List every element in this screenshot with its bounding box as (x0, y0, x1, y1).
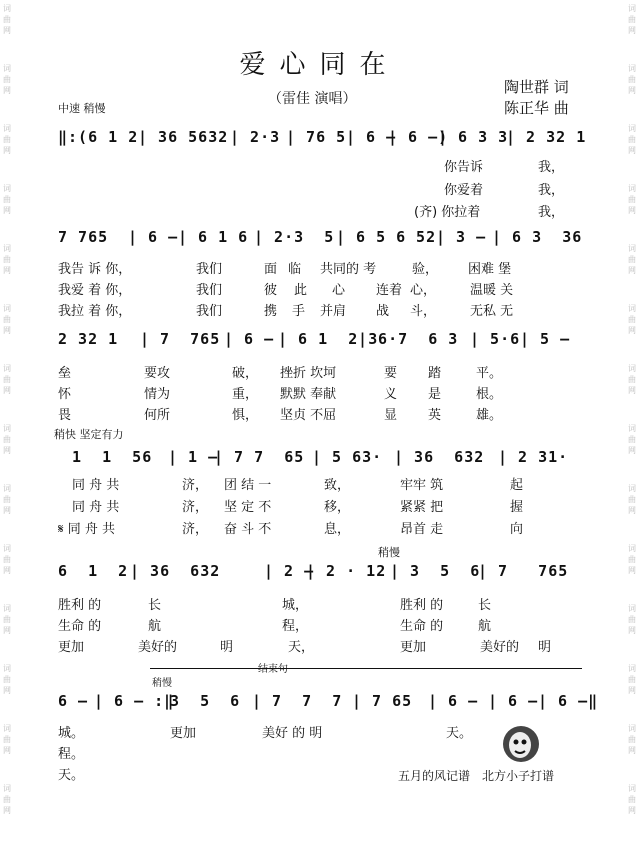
watermark-char: 词 (628, 64, 636, 73)
lyric: 坚 定 不 (224, 500, 272, 515)
measure: | 1 – (168, 448, 219, 466)
measure: | 2·3 (230, 128, 281, 146)
lyric: 垒 (58, 366, 72, 381)
watermark-char: 网 (628, 26, 636, 35)
lyric: 并肩 (320, 304, 347, 319)
measure: 6 1 2 (58, 562, 129, 580)
watermark-char: 网 (628, 686, 636, 695)
lyric: 更加 (170, 726, 197, 741)
lyric: 心 (332, 283, 346, 298)
measure: | 2 31· (498, 448, 569, 466)
watermark-char: 曲 (3, 735, 11, 744)
watermark-char: 曲 (3, 255, 11, 264)
measure: | 7 765 (478, 562, 569, 580)
lyric: 紧紧 把 (400, 500, 444, 515)
watermark-char: 网 (3, 746, 11, 755)
lyric: 踏 (428, 366, 442, 381)
lyric: 温暖 关 (470, 283, 514, 298)
watermark-char: 曲 (628, 255, 636, 264)
singer-credit: （雷佳 演唱） (268, 91, 357, 107)
watermark-char: 曲 (3, 135, 11, 144)
lyric: 心， (410, 283, 437, 298)
measure: 3 5 6 (170, 692, 241, 710)
watermark-char: 词 (628, 544, 636, 553)
lyric: 我， (538, 183, 565, 198)
watermark-char: 曲 (628, 315, 636, 324)
lyric: 英 (428, 408, 442, 423)
measure: | 5 63· (312, 448, 383, 466)
lyric: 畏 (58, 408, 72, 423)
lyric: 平。 (476, 366, 503, 381)
lyric: 携 (264, 304, 278, 319)
tempo-marking-4: 稍慢 (152, 678, 172, 689)
measure: | 2 32 1 (506, 128, 587, 146)
watermark-char: 词 (3, 244, 11, 253)
lyric: 你告诉 (444, 160, 484, 175)
watermark-char: 曲 (628, 615, 636, 624)
watermark-char: 词 (3, 64, 11, 73)
lyric: 美好 的 明 (262, 726, 323, 741)
lyric: 是 (428, 387, 442, 402)
lyric: 义 (384, 387, 398, 402)
lyric: 美好的 (138, 640, 178, 655)
watermark-char: 词 (3, 364, 11, 373)
score-row-5 (58, 562, 569, 586)
song-title: 爱心同在 (239, 50, 400, 80)
lyric: 怀 (58, 387, 72, 402)
watermark-char: 词 (628, 304, 636, 313)
watermark-char: 曲 (3, 795, 11, 804)
watermark-char: 网 (628, 146, 636, 155)
watermark-char: 词 (628, 724, 636, 733)
lyric: 斗， (410, 304, 437, 319)
score-row-1 (58, 128, 587, 152)
measure: | 2 – (264, 562, 315, 580)
watermark-char: 词 (3, 424, 11, 433)
composer-credit: 陈正华 曲 (504, 99, 569, 117)
watermark-char: 词 (3, 4, 11, 13)
measure: | 3 5 6 (390, 562, 481, 580)
measure: | 7 7 7 (252, 692, 343, 710)
lyric: 航 (478, 619, 492, 634)
watermark-char: 网 (628, 626, 636, 635)
watermark-char: 曲 (628, 435, 636, 444)
lyric: 更加 (400, 640, 427, 655)
watermark-char: 网 (3, 206, 11, 215)
lyric: 坚贞 不屈 (280, 408, 337, 423)
measure: | 6 – (428, 692, 479, 710)
lyric: 握 (510, 500, 524, 515)
lyric: 你爱着 (444, 183, 484, 198)
measure: | 36 632 (394, 448, 485, 466)
lyric: 惧， (232, 408, 259, 423)
lyric: 天。 (58, 768, 85, 783)
watermark-char: 词 (628, 244, 636, 253)
watermark-char: 曲 (3, 555, 11, 564)
lyric-line (58, 764, 85, 794)
watermark-char: 网 (3, 566, 11, 575)
lyric: 起 (510, 478, 524, 493)
watermark-char: 词 (3, 124, 11, 133)
watermark-char: 曲 (3, 195, 11, 204)
measure: | 2·3 5 (254, 228, 335, 246)
lyric: 我爱 着 你， (58, 283, 132, 298)
lyric: 连着 (376, 283, 403, 298)
watermark-char: 词 (628, 484, 636, 493)
lyric: 更加 (58, 640, 85, 655)
watermark-char: 网 (628, 386, 636, 395)
watermark-char: 曲 (628, 75, 636, 84)
measure: ‖:(6 1 2 (58, 128, 139, 146)
watermark-char: 网 (3, 386, 11, 395)
measure: | 2 · 12 (306, 562, 387, 580)
lyric: 移， (324, 500, 351, 515)
watermark-char: 曲 (3, 495, 11, 504)
watermark-strip-right (625, 0, 639, 845)
lyric: 挫折 坎坷 (280, 366, 337, 381)
lyric: 济， (182, 522, 209, 537)
watermark-char: 网 (628, 746, 636, 755)
watermark-char: 词 (3, 724, 11, 733)
lyric: (齐) 你拉着 (414, 205, 481, 220)
watermark-char: 网 (628, 566, 636, 575)
watermark-char: 词 (3, 664, 11, 673)
measure: | 5·6 (470, 330, 521, 348)
watermark-char: 网 (628, 206, 636, 215)
watermark-char: 网 (3, 146, 11, 155)
lyric: 雄。 (476, 408, 503, 423)
lyric: 城， (282, 598, 309, 613)
measure: 1 1 56 (72, 448, 153, 466)
lyric: 我， (538, 205, 565, 220)
watermark-char: 曲 (3, 675, 11, 684)
watermark-char: 曲 (628, 135, 636, 144)
watermark-char: 网 (3, 86, 11, 95)
watermark-char: 词 (628, 664, 636, 673)
lyric: 要 (384, 366, 398, 381)
lyric: 致， (324, 478, 351, 493)
lyric: 奋 斗 不 (224, 522, 272, 537)
lyric: 同 舟 共 (72, 478, 120, 493)
lyric: 昂首 走 (400, 522, 444, 537)
lyric: 要攻 (144, 366, 171, 381)
lyric: 同 舟 共 (72, 500, 120, 515)
watermark-char: 网 (3, 446, 11, 455)
watermark-char: 词 (628, 604, 636, 613)
measure: | 6 5 6 (336, 228, 407, 246)
measure: | 6 3 3 (438, 128, 509, 146)
watermark-char: 曲 (628, 195, 636, 204)
lyric: 济， (182, 478, 209, 493)
lyric: 𝄋 同 舟 共 (58, 522, 115, 537)
watermark-char: 词 (628, 4, 636, 13)
lyric: 面 (264, 262, 278, 277)
lyric: 我拉 着 你， (58, 304, 132, 319)
measure: | 6·7 6 3 (358, 330, 459, 348)
measure: | 6 3 36 (492, 228, 583, 246)
measure: | 5 – (520, 330, 571, 348)
watermark-char: 网 (628, 266, 636, 275)
watermark-char: 词 (3, 484, 11, 493)
measure: | 6 – (224, 330, 275, 348)
measure: 7 765 (58, 228, 109, 246)
score-row-4 (58, 448, 569, 472)
watermark-char: 网 (3, 686, 11, 695)
watermark-char: 词 (628, 364, 636, 373)
lyric: 生命 的 (400, 619, 444, 634)
watermark-char: 曲 (3, 435, 11, 444)
recorder-credit: 五月的风记谱 (398, 769, 471, 783)
lyric: 我告 诉 你， (58, 262, 132, 277)
measure: | 7 7 65 (214, 448, 305, 466)
lyricist-credit: 陶世群 词 (504, 78, 569, 96)
measure: | 6 – (488, 692, 539, 710)
mascot-image (498, 722, 544, 764)
lyric: 共同的 考 (320, 262, 377, 277)
lyric: 无私 无 (470, 304, 514, 319)
watermark-char: 网 (3, 266, 11, 275)
watermark-char: 曲 (3, 615, 11, 624)
watermark-char: 曲 (3, 75, 11, 84)
watermark-strip-left (0, 0, 14, 845)
score-row-2 (58, 228, 583, 252)
lyric: 向 (510, 522, 524, 537)
watermark-char: 曲 (628, 375, 636, 384)
measure: | 6 – (128, 228, 179, 246)
watermark-char: 词 (628, 784, 636, 793)
lyric: 困难 堡 (468, 262, 512, 277)
watermark-char: 网 (628, 86, 636, 95)
lyric: 明 (538, 640, 552, 655)
lyric: 根。 (476, 387, 503, 402)
measure: | 36 632 (130, 562, 221, 580)
lyric: 验， (412, 262, 439, 277)
tempo-marking-3: 稍慢 (378, 546, 400, 559)
watermark-char: 曲 (3, 375, 11, 384)
watermark-char: 网 (3, 26, 11, 35)
measure: | 6 –) (388, 128, 449, 146)
watermark-char: 词 (3, 784, 11, 793)
lyric: 此 (294, 283, 308, 298)
lyric: 天， (288, 640, 315, 655)
measure: | 6 1 2 3 (278, 330, 379, 348)
lyric: 重， (232, 387, 259, 402)
lyric: 程。 (58, 747, 85, 762)
watermark-char: 网 (3, 806, 11, 815)
watermark-char: 网 (628, 326, 636, 335)
lyric: 程， (282, 619, 309, 634)
lyric: 默默 奉献 (280, 387, 337, 402)
tempo-marking-2: 稍快 坚定有力 (54, 428, 124, 441)
tempo-marking: 中速 稍慢 (58, 102, 106, 115)
watermark-char: 曲 (628, 675, 636, 684)
watermark-char: 网 (3, 326, 11, 335)
watermark-char: 曲 (628, 495, 636, 504)
watermark-char: 网 (3, 506, 11, 515)
measure: | 36 5632 (138, 128, 229, 146)
lyric: 战 (376, 304, 390, 319)
measure: | 76 5 (286, 128, 347, 146)
lyric: 何所 (144, 408, 171, 423)
ending-label: 结束句 (258, 664, 288, 675)
lyric: 我们 (196, 262, 223, 277)
measure: | 7 65 (352, 692, 413, 710)
lyric: 长 (478, 598, 492, 613)
ending-bracket (150, 668, 582, 669)
score-row-6 (58, 692, 599, 716)
lyric: 胜利 的 (58, 598, 102, 613)
watermark-char: 曲 (628, 735, 636, 744)
lyric: 显 (384, 408, 398, 423)
watermark-char: 词 (628, 124, 636, 133)
watermark-char: 词 (3, 604, 11, 613)
watermark-char: 词 (628, 424, 636, 433)
measure: | 6 – :‖ (94, 692, 175, 710)
lyric: 临 (288, 262, 302, 277)
watermark-char: 网 (628, 806, 636, 815)
watermark-char: 词 (628, 184, 636, 193)
measure: | 6 – (346, 128, 397, 146)
watermark-char: 网 (628, 506, 636, 515)
lyric: 生命 的 (58, 619, 102, 634)
lyric: 城。 (58, 726, 85, 741)
lyric: 航 (148, 619, 162, 634)
lyric: 长 (148, 598, 162, 613)
watermark-char: 曲 (3, 315, 11, 324)
lyric: 明 (220, 640, 234, 655)
watermark-char: 网 (3, 626, 11, 635)
lyric: 息， (324, 522, 351, 537)
watermark-char: 曲 (628, 15, 636, 24)
lyric: 美好的 (480, 640, 520, 655)
lyric: 情为 (144, 387, 171, 402)
lyric: 彼 (264, 283, 278, 298)
lyric: 手 (292, 304, 306, 319)
lyric: 牢牢 筑 (400, 478, 444, 493)
watermark-char: 词 (3, 304, 11, 313)
measure: 2 32 1 (58, 330, 119, 348)
lyric: 我们 (196, 283, 223, 298)
lyric: 破， (232, 366, 259, 381)
watermark-char: 曲 (628, 795, 636, 804)
lyric: 团 结 一 (224, 478, 272, 493)
measure: 52 (396, 228, 437, 246)
watermark-char: 网 (628, 446, 636, 455)
lyric: 胜利 的 (400, 598, 444, 613)
watermark-char: 曲 (628, 555, 636, 564)
measure: | 7 765 (140, 330, 221, 348)
measure: | 6 1 6 (178, 228, 249, 246)
measure: 6 – (58, 692, 89, 710)
lyric: 济， (182, 500, 209, 515)
measure: | 3 – (436, 228, 487, 246)
typesetter-credit: 北方小子打谱 (482, 769, 555, 783)
measure: | 6 –‖ (538, 692, 599, 710)
score-row-3 (58, 330, 571, 354)
lyric: 我， (538, 160, 565, 175)
watermark-char: 曲 (3, 15, 11, 24)
watermark-char: 词 (3, 544, 11, 553)
watermark-char: 词 (3, 184, 11, 193)
lyric: 我们 (196, 304, 223, 319)
lyric: 天。 (446, 726, 473, 741)
